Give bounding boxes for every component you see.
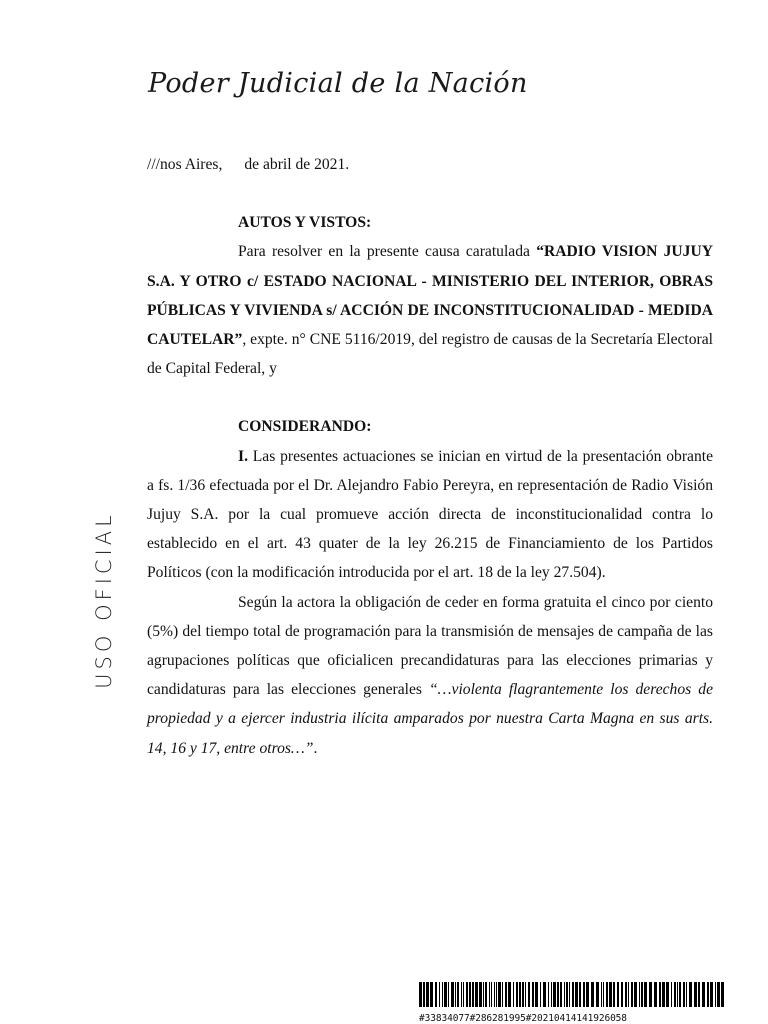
barcode-bar [469,982,471,1007]
barcode-bar [519,982,521,1007]
barcode-bar [689,982,692,1007]
barcode-bar [498,982,501,1007]
paragraph-one [147,442,713,588]
barcode-bars [419,982,725,1007]
barcode-bar [472,982,474,1007]
barcode-bar [466,982,468,1007]
barcode-bar [639,982,640,1007]
barcode-bar [606,982,608,1007]
autos-heading [147,208,713,237]
barcode-bar [631,982,633,1007]
barcode-bar [621,982,623,1007]
barcode-bar [457,982,459,1007]
barcode-bar [617,982,619,1007]
case-title: “RADIO VISION JUJUY S.A. Y OTRO c/ ESTADO NACIONAL - MINISTERIO DEL INTERIOR, OBRAS PÚBLICAS Y VIVIENDA s/ ACCIÓN DE INCONSTITUCIONALIDAD - MEDIDA CAUTELAR” [147,243,713,349]
barcode-bar [448,982,449,1007]
barcode-bar [522,982,524,1007]
barcode-bar [535,982,538,1007]
barcode-bar [566,982,568,1007]
barcode-bar [528,982,530,1007]
barcode-bar [423,982,425,1007]
barcode-bar [483,982,484,1007]
barcode-bar [508,982,511,1007]
case-tail: , expte. n° CNE 5116/2019, del registro de causas de la Secretaría Electoral de Capital Federal, y [147,331,713,378]
paragraph-numeral: I. [238,447,248,465]
paragraph-two [147,588,713,763]
barcode-bar [532,982,534,1007]
barcode-bar [628,982,629,1007]
barcode-bar [439,982,440,1007]
barcode-bar [634,982,637,1007]
barcode-bar [502,982,503,1007]
barcode-bar [455,982,456,1007]
barcode-bar [569,982,570,1007]
date-rest: de abril de 2021. [244,156,350,173]
barcode-bar [551,982,552,1007]
barcode-bar [505,982,507,1007]
barcode-bar [683,982,685,1007]
barcode-bar [609,982,612,1007]
barcode-bar [496,982,497,1007]
barcode-bar [525,982,526,1007]
barcode-bar [677,982,678,1007]
barcode-bar [461,982,462,1007]
case-lead: Para resolver en la presente causa caratulada [238,243,530,261]
barcode-bar [516,982,518,1007]
barcode-bar [698,982,700,1007]
barcode-bar [572,982,574,1007]
barcode-bar [707,982,709,1007]
autos-heading-text: AUTOS Y VISTOS: [238,214,372,232]
barcode-bar [686,982,687,1007]
barcode-bar [649,982,652,1007]
barcode-bar [715,982,716,1007]
barcode-bar [694,982,697,1007]
barcode-bar [625,982,627,1007]
barcode-bar [662,982,665,1007]
barcode-bar [479,982,482,1007]
document-barcode [419,982,725,1024]
barcode-bar [654,982,657,1007]
paragraph-case [147,237,713,383]
barcode-bar [717,982,720,1007]
barcode-bar [548,982,549,1007]
barcode-bar [666,982,669,1007]
considerando-heading [147,412,713,441]
barcode-bar [491,982,492,1007]
uso-oficial-stamp: USO OFICIAL [92,511,116,689]
barcode-bar [596,982,599,1007]
paragraph-two-lead: Según la actora la obligación de ceder en forma gratuita el cinco por ciento (5%) del tiempo total de programación para la transmisión de mensajes de campaña de las agrupaciones políticas que oficialicen precandidaturas para las elecciones primarias y candidaturas para las elecciones generales [147,593,713,699]
barcode-bar [553,982,556,1007]
barcode-bar [540,982,541,1007]
barcode-bar [710,982,713,1007]
barcode-bar [659,982,661,1007]
barcode-bar [419,982,422,1007]
barcode-bar [603,982,604,1007]
barcode-bar [564,982,565,1007]
barcode-bar [613,982,615,1007]
barcode-bar [444,982,447,1007]
barcode-bar [442,982,443,1007]
barcode-bar [583,982,585,1007]
paragraph-two-quote: “…violenta flagrantemente los derechos de propiedad y a ejercer industria ilícita amparados por nuestra Carta Magna en sus arts. 14, 16 y 17, entre otros…” [147,681,713,757]
barcode-bar [463,982,464,1007]
barcode-bar [489,982,490,1007]
barcode-bar [591,982,594,1007]
date-line [147,150,713,179]
barcode-bar [475,982,478,1007]
barcode-bar [560,982,562,1007]
barcode-bar [485,982,487,1007]
barcode-bar [494,982,495,1007]
barcode-bar [586,982,589,1007]
barcode-bar [451,982,454,1007]
barcode-bar [679,982,681,1007]
barcode-bar [543,982,546,1007]
barcode-bar [644,982,647,1007]
barcode-bar [513,982,514,1007]
barcode-bar [575,982,578,1007]
paragraph-two-end: . [313,739,318,757]
paragraph-one-text: Las presentes actuaciones se inician en virtud de la presentación obrante a fs. 1/36 efectuada por el Dr. Alejandro Fabio Pereyra, en representación de Radio Visión Jujuy S.A. por la cual promueve acción directa de inconstitucionalidad contra lo establecido en el art. 43 quater de la ley 26.215 de Financiamiento de los Partidos Políticos (con la modificación introducida por el art. 18 de la ley 27.504). [147,447,713,582]
barcode-bar [601,982,602,1007]
barcode-bar [579,982,581,1007]
barcode-bar [641,982,643,1007]
court-letterhead: Poder Judicial de la Nación [148,68,528,99]
barcode-bar [557,982,559,1007]
barcode-bar [671,982,672,1007]
barcode-code: #33834077#286281995#20210414141926058 [419,1013,627,1024]
date-prefix: ///nos Aires, [147,156,223,173]
barcode-bar [674,982,676,1007]
barcode-bar [426,982,429,1007]
barcode-bar [702,982,705,1007]
document-body [147,150,713,763]
barcode-bar [721,982,724,1007]
barcode-bar [430,982,433,1007]
considerando-heading-text: CONSIDERANDO: [238,418,372,436]
barcode-bar [435,982,437,1007]
